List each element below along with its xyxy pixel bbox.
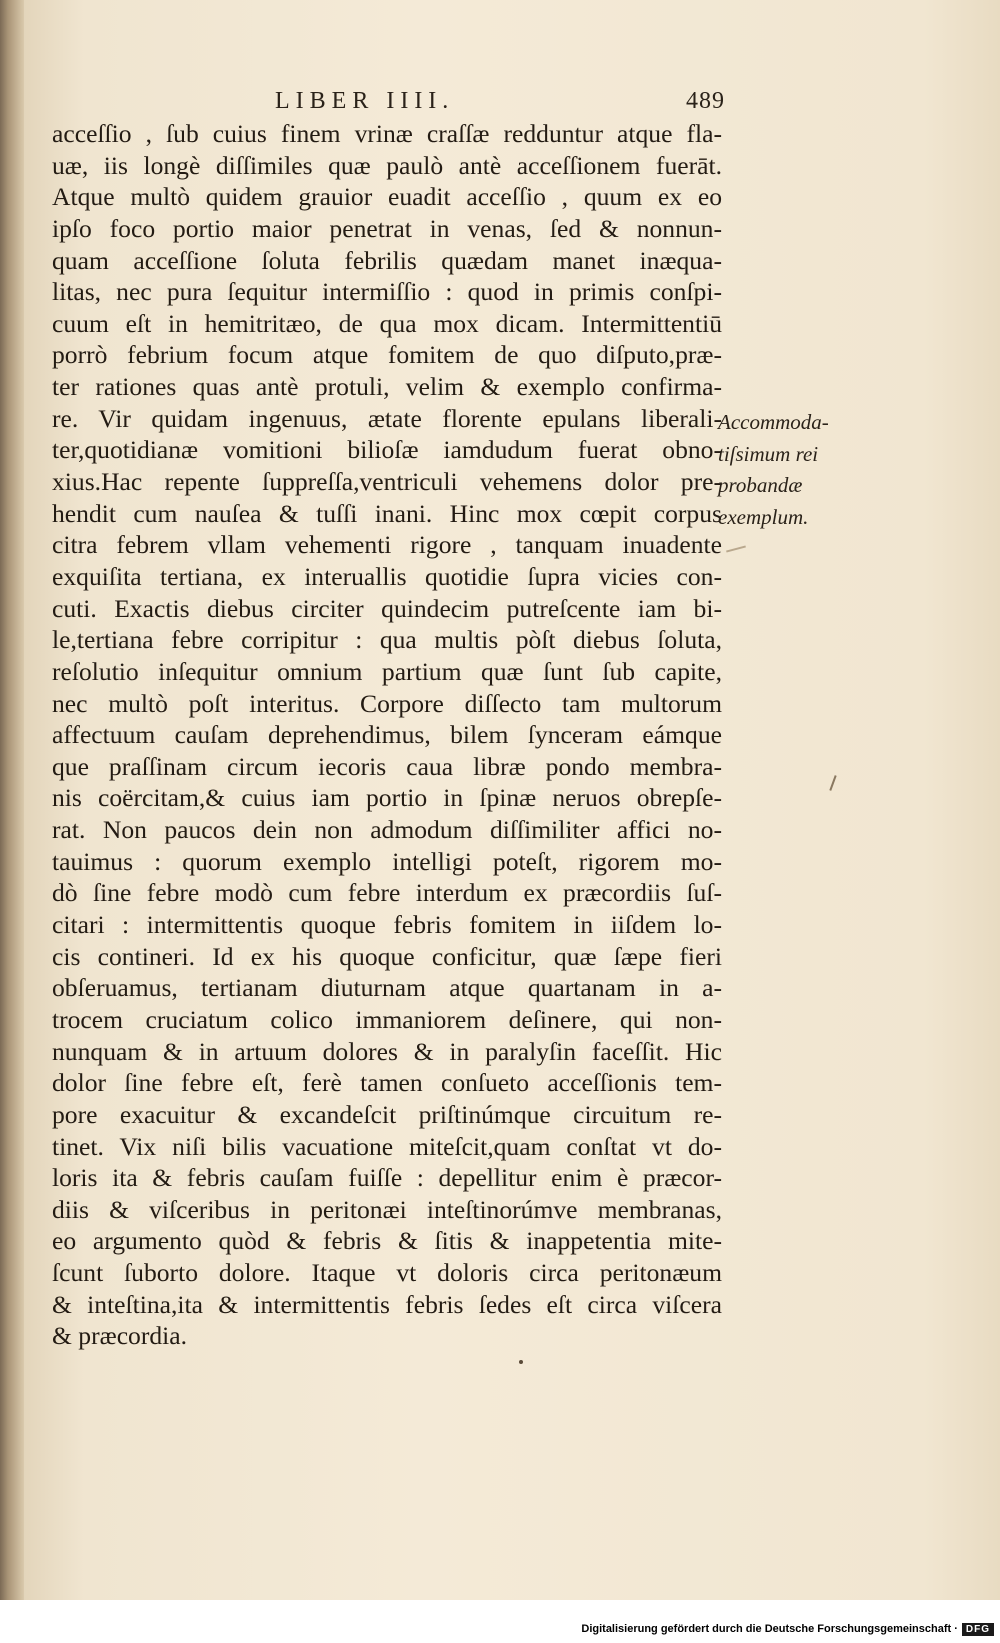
dfg-logo: DFG — [962, 1623, 994, 1636]
text-line: diis & viſceribus in peritonæi inteſtinorúmve membranas, — [52, 1194, 722, 1224]
running-head — [275, 88, 725, 122]
text-line: que praſſinam circum iecoris caua libræ pondo membra- — [52, 751, 722, 781]
margin-note-line: probandæ — [718, 473, 803, 498]
body-text — [52, 118, 722, 1352]
text-line: cuti. Exactis diebus circiter quindecim putreſcente iam bi- — [52, 593, 722, 623]
text-line: re. Vir quidam ingenuus, ætate florente epulans liberali- — [52, 403, 722, 433]
text-line: le,tertiana febre corripitur : qua multis pòſt diebus ſoluta, — [52, 625, 722, 655]
margin-note — [718, 407, 868, 534]
text-line: citari : intermittentis quoque febris fomitem in iiſdem lo- — [52, 910, 722, 940]
text-line: cuum eſt in hemitritæo, de qua mox dicam. Intermittentiū — [52, 308, 722, 338]
text-line: cis contineri. Id ex his quoque conficitur, quæ ſæpe fieri — [52, 941, 722, 971]
footer-text: Digitalisierung gefördert durch die Deutsche Forschungsgemeinschaft · — [581, 1623, 958, 1635]
ink-mark — [519, 1360, 523, 1364]
text-line: xius.Hac repente ſuppreſſa,ventriculi vehemens dolor pre- — [52, 467, 722, 497]
text-line: hendit cum nauſea & tuſſi inani. Hinc mox cœpit corpus — [52, 498, 722, 528]
text-line: obſeruamus, tertianam diuturnam atque quartanam in a- — [52, 973, 722, 1003]
text-line: rat. Non paucos dein non admodum diſſimiliter affici no- — [52, 815, 722, 845]
text-line: nunquam & in artuum dolores & in paralyſin faceſſit. Hic — [52, 1036, 722, 1066]
text-line: acceſſio , ſub cuius finem vrinæ craſſæ redduntur atque fla- — [52, 119, 722, 148]
text-line: nis coërcitam,& cuius iam portio in ſpinæ neruos obrepſe- — [52, 783, 722, 813]
text-line: porrò febrium focum atque fomitem de quo diſputo,præ- — [52, 340, 722, 370]
text-line: tinet. Vix niſi bilis vacuatione miteſcit,quam conſtat vt do- — [52, 1131, 722, 1161]
margin-note-line: Accommoda- — [718, 410, 829, 434]
text-line: reſolutio inſequitur omnium partium quæ ſunt ſub capite, — [52, 656, 722, 686]
text-line: uæ, iis longè diſſimiles quæ paulò antè acceſſionem fuerāt. — [52, 150, 722, 180]
text-line: citra febrem vllam vehementi rigore , tanquam inuadente — [52, 530, 722, 560]
text-line: dò ſine febre modò cum febre interdum ex præcordiis ſuſ- — [52, 878, 722, 908]
text-line: trocem cruciatum colico immaniorem deſinere, qui non- — [52, 1004, 722, 1034]
text-line: nec multò poſt interitus. Corpore diſſecto tam multorum — [52, 688, 722, 718]
text-line: exquiſita tertiana, ex interuallis quotidie ſupra vicies con- — [52, 561, 722, 591]
text-line: ter rationes quas antè protuli, velim & exemplo confirma- — [52, 372, 722, 402]
text-line: tauimus : quorum exemplo intelligi poteſt, rigorem mo- — [52, 846, 722, 876]
text-line: quam acceſſione ſoluta febrilis quædam manet inæqua- — [52, 245, 722, 275]
text-line: dolor ſine febre eſt, ferè tamen conſueto acceſſionis tem- — [52, 1068, 722, 1098]
text-line: ter,quotidianæ vomitioni bilioſæ iamdudum fuerat obno- — [52, 435, 722, 465]
text-line: eo argumento quòd & febris & ſitis & inappetentia mite- — [52, 1226, 722, 1256]
text-line: litas, nec pura ſequitur intermiſſio : quod in primis conſpi- — [52, 277, 722, 307]
text-line: & inteſtina,ita & intermittentis febris ſedes eſt circa viſcera — [52, 1289, 722, 1319]
margin-note-line: tiſsimum rei — [718, 441, 819, 466]
text-line: Atque multò quidem grauior euadit acceſſio , quum ex eo — [52, 182, 722, 212]
text-line: ſcunt ſuborto dolore. Itaque vt doloris circa peritonæum — [52, 1258, 722, 1288]
text-line: pore exacuitur & excandeſcit priſtinúmque circuitum re- — [52, 1099, 722, 1129]
running-head-title: LIBER IIII. — [275, 88, 455, 114]
text-line: affectuum cauſam deprehendimus, bilem ſynceram eámque — [52, 720, 722, 750]
digitization-footer — [581, 1620, 994, 1638]
margin-note-line: exemplum. — [718, 504, 809, 529]
text-line: ipſo foco portio maior penetrat in venas, ſed & nonnun- — [52, 213, 722, 243]
text-line: loris ita & febris cauſam fuiſſe : depellitur enim è præcor- — [52, 1163, 722, 1193]
text-line: & præcordia. — [52, 1321, 188, 1351]
page-number: 489 — [686, 88, 725, 114]
